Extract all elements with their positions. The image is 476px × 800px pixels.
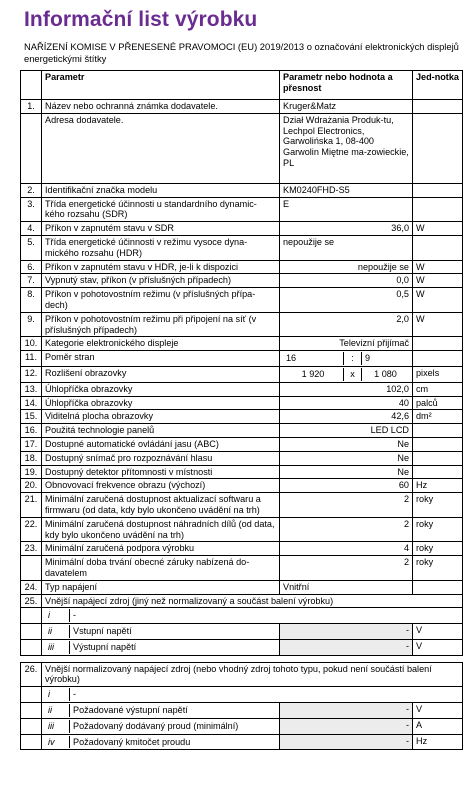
table-row: 13. Úhlopříčka obrazovky 102,0 cm xyxy=(21,382,463,396)
table-row: i - xyxy=(21,687,463,703)
table-row: 4. Příkon v zapnutém stavu v SDR 36,0 W xyxy=(21,222,463,236)
page-title: Informační list výrobku xyxy=(24,8,258,31)
aspect-ratio: 16 : 9 xyxy=(283,352,409,365)
table-row: 3. Třída energetické účinnosti u standardního dynamic-kého rozsahu (SDR) E xyxy=(21,197,463,222)
table-row: 11. Poměr stran 16 : 9 xyxy=(21,351,463,367)
table-row: 1. Název nebo ochranná známka dodavatele. Kruger&Matz xyxy=(21,100,463,114)
table-row: iii Požadovaný dodávaný proud (minimální) - A xyxy=(21,718,463,734)
table-row xyxy=(21,655,463,662)
table-row: ii Vstupní napětí - V xyxy=(21,624,463,640)
table-row: 20. Obnovovací frekvence obrazu (výchozí) 60 Hz xyxy=(21,479,463,493)
table-row: ii Požadované výstupní napětí - V xyxy=(21,703,463,719)
table-row: 15. Viditelná plocha obrazovky 42,6 dm² xyxy=(21,410,463,424)
table-row: 10. Kategorie elektronického displeje Televizní přijímač xyxy=(21,337,463,351)
table-row: 22. Minimální zaručená dostupnost náhradních dílů (od data, kdy bylo ukončeno uvádění na trh) 2 roky xyxy=(21,517,463,542)
table-row: 21. Minimální zaručená dostupnost aktualizací softwaru a firmwaru (od data, kdy bylo ukončeno uvádění na trh) 2 roky xyxy=(21,493,463,518)
table-row: Adresa dodavatele. Dział Wdrażania Produk-tu, Lechpol Electronics, Garwolińska 1, 08-400 Garwolin Miętne ma-zowieckie, PL xyxy=(21,113,463,183)
table-row: 12. Rozlišení obrazovky 1 920 x 1 080 pixels xyxy=(21,366,463,382)
regulation-subtitle: NAŘÍZENÍ KOMISE V PŘENESENÉ PRAVOMOCI (EU) 2019/2013 o označování elektronických displejů energetickými štítky xyxy=(24,41,459,64)
table-row: 7. Vypnutý stav, příkon (v příslušných případech) 0,0 W xyxy=(21,274,463,288)
table-row: 2. Identifikační značka modelu KM0240FHD-S5 xyxy=(21,183,463,197)
table-row: 23. Minimální zaručená podpora výrobku 4 roky xyxy=(21,542,463,556)
table-header xyxy=(21,71,463,100)
table-row: 9. Příkon v pohotovostním režimu při připojení na síť (v příslušných případech) 2,0 W xyxy=(21,312,463,337)
header-value: Parametr nebo hodnota a přesnost xyxy=(280,71,413,100)
table-row: 24. Typ napájení Vnitřní xyxy=(21,580,463,594)
table-row: 17. Dostupné automatické ovládání jasu (ABC) Ne xyxy=(21,437,463,451)
table-row: 26. Vnější normalizovaný napájecí zdroj (nebo vhodný zdroj tohoto typu, pokud není součástí balení výrobku) xyxy=(21,662,463,687)
header-param: Parametr xyxy=(42,71,280,100)
screen-resolution: 1 920 x 1 080 xyxy=(283,368,409,381)
table-row: 14. Úhlopříčka obrazovky 40 palců xyxy=(21,396,463,410)
table-row: 16. Použitá technologie panelů LED LCD xyxy=(21,424,463,438)
table-row: 8. Příkon v pohotovostním režimu (v příslušných přípa-dech) 0,5 W xyxy=(21,288,463,313)
table-row: 18. Dostupný snímač pro rozpoznávání hlasu Ne xyxy=(21,451,463,465)
table-row: 6. Příkon v zapnutém stavu v HDR, je-li k dispozici nepoužije se W xyxy=(21,260,463,274)
table-row: iii Výstupní napětí - V xyxy=(21,639,463,655)
parameters-table xyxy=(20,70,463,750)
table-row: 25. Vnější napájecí zdroj (jiný než normalizovaný a součást balení výrobku) xyxy=(21,594,463,608)
header-unit: Jed-notka xyxy=(413,71,463,100)
table-row: 19. Dostupný detektor přítomnosti v místnosti Ne xyxy=(21,465,463,479)
table-row: 5. Třída energetické účinnosti v režimu vysoce dyna-mického rozsahu (HDR) nepoužije se xyxy=(21,235,463,260)
table-row: i - xyxy=(21,608,463,624)
table-row: iv Požadovaný kmitočet proudu - Hz xyxy=(21,734,463,750)
table-row: Minimální doba trvání obecné záruky nabízená do-davatelem 2 roky xyxy=(21,556,463,581)
